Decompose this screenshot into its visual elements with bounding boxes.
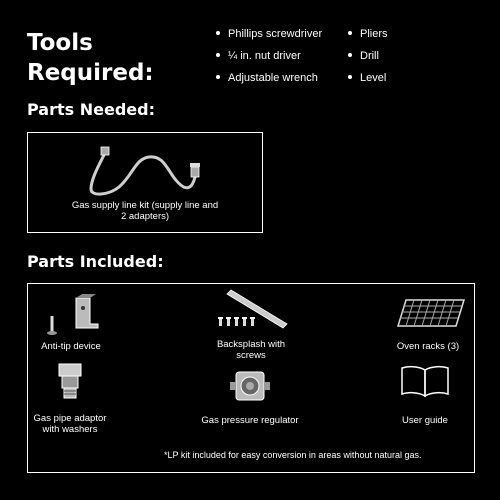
bullet-icon	[216, 31, 220, 35]
bullet-icon	[348, 53, 352, 57]
tool-item: Adjustable wrench	[216, 72, 318, 84]
tools-required-title: Tools Required:	[27, 30, 154, 86]
part-label: Backsplash with screws	[216, 339, 286, 361]
backsplash-screws-icon	[213, 290, 293, 330]
part-label: User guide	[402, 415, 448, 426]
part-label: Anti-tip device	[41, 341, 101, 352]
lp-kit-footnote: *LP kit included for easy conversion in areas without natural gas.	[164, 450, 422, 460]
bullet-icon	[216, 75, 220, 79]
gas-pipe-adaptor-icon	[50, 362, 90, 402]
bullet-icon	[348, 31, 352, 35]
tool-item: Pliers	[348, 28, 388, 40]
tool-item: Level	[348, 72, 386, 84]
part-label: Oven racks (3)	[396, 341, 460, 352]
bullet-icon	[348, 75, 352, 79]
gas-supply-line-icon	[83, 145, 213, 197]
part-label: Gas pressure regulator	[201, 415, 299, 426]
parts-needed-title: Parts Needed:	[27, 100, 155, 119]
pressure-regulator-icon	[230, 370, 270, 406]
bullet-icon	[216, 53, 220, 57]
oven-rack-icon	[396, 298, 466, 328]
tool-item: Drill	[348, 50, 379, 62]
tool-item: ¼ in. nut driver	[216, 50, 301, 62]
anti-tip-bracket-icon	[46, 294, 106, 336]
part-label: Gas pipe adaptor with washers	[33, 413, 107, 435]
book-icon	[400, 364, 450, 398]
tool-item: Phillips screwdriver	[216, 28, 322, 40]
parts-needed-box	[27, 132, 263, 233]
parts-included-title: Parts Included:	[27, 252, 164, 271]
part-label: Gas supply line kit (supply line and 2 adapters)	[71, 200, 219, 222]
parts-included-box	[27, 283, 475, 473]
